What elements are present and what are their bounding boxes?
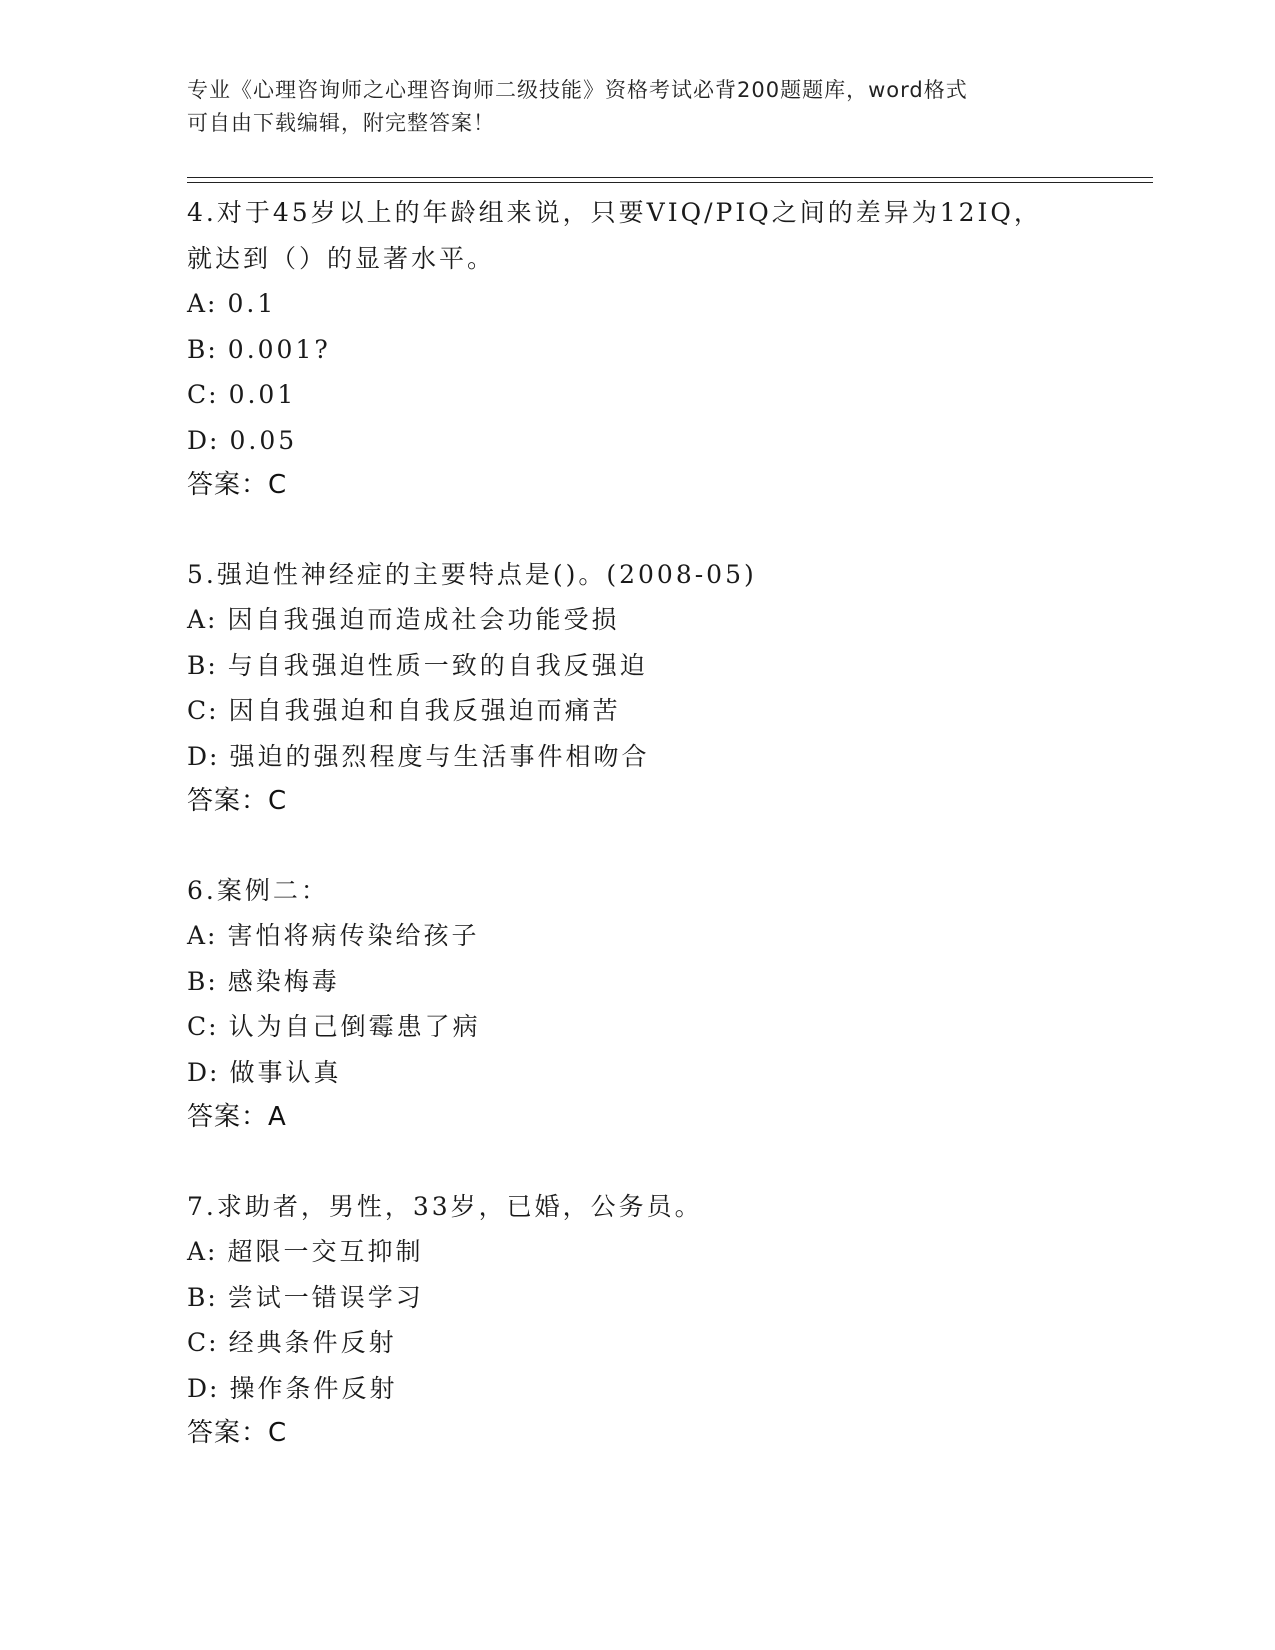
option-d [187, 418, 1153, 464]
option-text: 做事认真 [229, 1057, 342, 1087]
option-letter: D: [187, 741, 220, 771]
option-c [187, 1004, 1153, 1050]
question-stem: 6.案例二： [187, 875, 329, 905]
option-a [187, 1229, 1153, 1275]
option-text: 与自我强迫性质一致的自我反强迫 [227, 650, 648, 680]
option-text: 0.01 [228, 380, 297, 409]
header-rule-bottom [187, 182, 1153, 183]
header-line-2: 可自由下载编辑，附完整答案！ [187, 111, 495, 135]
option-text: 操作条件反射 [229, 1373, 398, 1403]
option-letter: C: [187, 1012, 219, 1041]
header-rule-top [187, 177, 1153, 178]
option-a [187, 281, 1153, 327]
option-text: 因自我强迫而造成社会功能受损 [227, 605, 620, 634]
question-list [187, 190, 1153, 1500]
question-stem: 7.求助者，男性，33岁，已婚，公务员。 [187, 1191, 703, 1221]
question-stem: 4.对于45岁以上的年龄组来说，只要VIQ/PIQ之间的差异为12IQ， [187, 198, 1042, 227]
option-letter: D: [187, 1373, 220, 1403]
option-c [187, 688, 1153, 734]
option-text: 认为自己倒霉患了病 [228, 1012, 481, 1041]
option-b [187, 643, 1153, 689]
option-text: 0.001? [227, 334, 331, 364]
option-text: 感染梅毒 [227, 966, 340, 996]
option-letter: B: [187, 334, 218, 364]
question-item [187, 190, 1153, 509]
option-b [187, 959, 1153, 1005]
option-letter: A: [187, 921, 218, 950]
option-d [187, 734, 1153, 780]
question-item [187, 552, 1153, 825]
option-letter: D: [187, 425, 220, 455]
option-text: 0.05 [229, 425, 298, 455]
option-letter: D: [187, 1057, 220, 1087]
option-b [187, 327, 1153, 373]
option-a [187, 597, 1153, 643]
option-a [187, 913, 1153, 959]
question-item [187, 1184, 1153, 1457]
option-letter: B: [187, 1282, 218, 1312]
answer-label: 答案：C [187, 470, 288, 500]
question-stem: 就达到（）的显著水平。 [187, 243, 496, 273]
option-letter: B: [187, 650, 218, 680]
option-text: 害怕将病传染给孩子 [227, 921, 480, 950]
option-text: 因自我强迫和自我反强迫而痛苦 [228, 696, 621, 725]
question-item [187, 868, 1153, 1141]
option-letter: C: [187, 696, 219, 725]
option-letter: B: [187, 966, 218, 996]
document-header [187, 74, 1087, 140]
answer-label: 答案：C [187, 1418, 288, 1448]
option-text: 0.1 [227, 289, 277, 318]
option-text: 经典条件反射 [228, 1328, 397, 1357]
option-text: 强迫的强烈程度与生活事件相吻合 [229, 741, 650, 771]
option-d [187, 1366, 1153, 1412]
option-d [187, 1050, 1153, 1096]
header-line-1: 专业《心理咨询师之心理咨询师二级技能》资格考试必背200题题库，word格式 [187, 78, 968, 102]
option-text: 超限一交互抑制 [227, 1237, 424, 1266]
option-b [187, 1275, 1153, 1321]
option-c [187, 372, 1153, 418]
option-letter: C: [187, 380, 219, 409]
option-letter: A: [187, 289, 218, 318]
option-letter: A: [187, 605, 218, 634]
option-text: 尝试一错误学习 [227, 1282, 424, 1312]
answer-label: 答案：C [187, 786, 288, 816]
answer-label: 答案：A [187, 1102, 287, 1132]
option-letter: A: [187, 1237, 218, 1266]
question-stem: 5.强迫性神经症的主要特点是()。(2008-05) [187, 559, 757, 589]
option-c [187, 1320, 1153, 1366]
option-letter: C: [187, 1328, 219, 1357]
